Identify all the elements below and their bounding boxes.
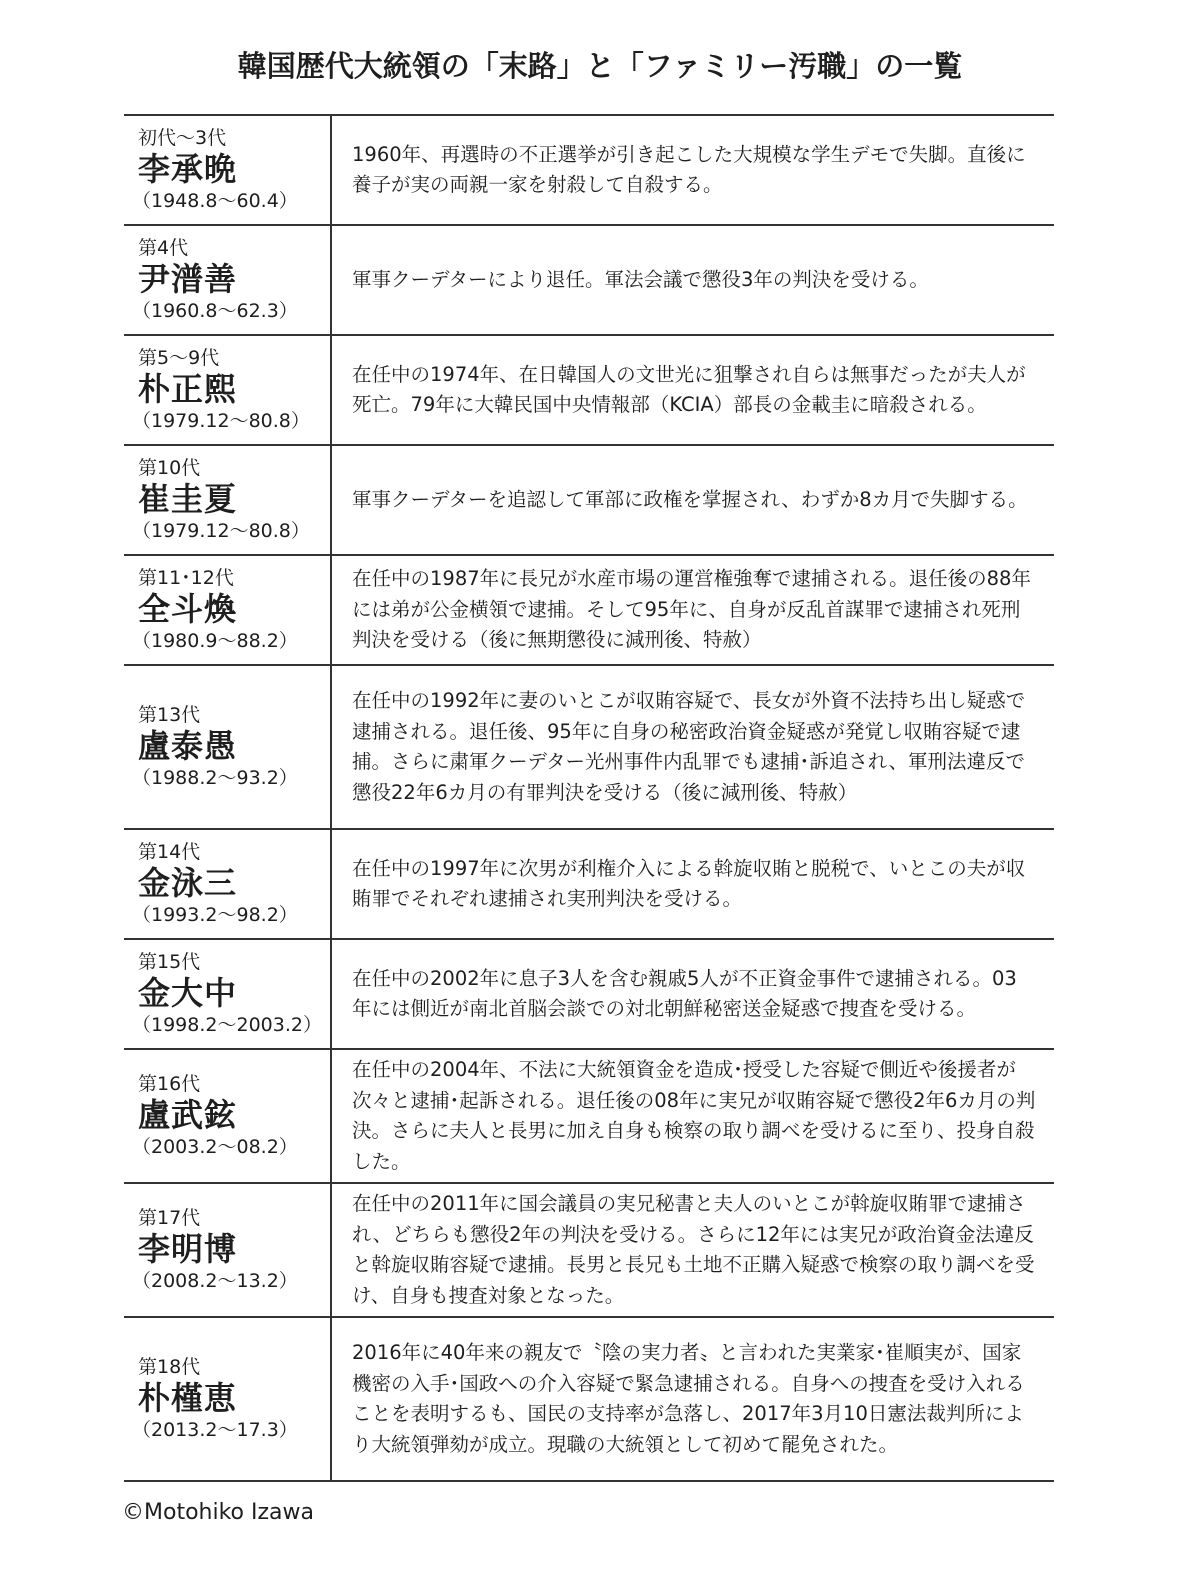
term-label: （2013.2～17.3） bbox=[132, 1419, 298, 1441]
presidents-table bbox=[124, 114, 1054, 1482]
president-name: 李明博 bbox=[138, 1230, 238, 1268]
photo-credit: ©Motohiko Izawa bbox=[122, 1500, 314, 1525]
president-cell bbox=[124, 940, 332, 1048]
president-name: 盧泰愚 bbox=[138, 727, 238, 765]
president-name: 金泳三 bbox=[138, 864, 238, 902]
term-label: （1998.2～2003.2） bbox=[132, 1014, 322, 1036]
table-row bbox=[124, 1050, 1054, 1184]
term-label: （1988.2～93.2） bbox=[132, 767, 298, 789]
president-name: 崔圭夏 bbox=[138, 480, 238, 518]
president-name: 盧武鉉 bbox=[138, 1096, 238, 1134]
generation-label: 第17代 bbox=[138, 1207, 201, 1229]
term-label: （1979.12～80.8） bbox=[132, 410, 310, 432]
description-cell bbox=[332, 446, 1054, 554]
term-label: （1948.8～60.4） bbox=[132, 190, 298, 212]
table-row bbox=[124, 1318, 1054, 1482]
description-cell bbox=[332, 940, 1054, 1048]
table-row bbox=[124, 830, 1054, 940]
description-text: 在任中の2002年に息子3人を含む親戚5人が不正資金事件で逮捕される。03年には側近が南北首脳会談での対北朝鮮秘密送金疑惑で捜査を受ける。 bbox=[352, 966, 1017, 1020]
description-text: 在任中の1987年に長兄が水産市場の運営権強奪で逮捕される。退任後の88年には弟が公金横領で逮捕。そして95年に、自身が反乱首謀罪で逮捕され死刑判決を受ける（後に無期懲役に減刑後、特赦） bbox=[352, 567, 1031, 652]
generation-label: 第13代 bbox=[138, 704, 201, 726]
description-cell bbox=[332, 116, 1054, 224]
president-name: 朴正熙 bbox=[138, 370, 238, 408]
generation-label: 第15代 bbox=[138, 951, 201, 973]
generation-label: 第18代 bbox=[138, 1356, 201, 1378]
president-cell bbox=[124, 1184, 332, 1316]
table-row bbox=[124, 116, 1054, 226]
description-text: 1960年、再選時の不正選挙が引き起こした大規模な学生デモで失脚。直後に養子が実の両親一家を射殺して自殺する。 bbox=[352, 142, 1026, 196]
generation-label: 第10代 bbox=[138, 457, 201, 479]
description-text: 軍事クーデターを追認して軍部に政権を掌握され、わずか8カ月で失脚する。 bbox=[352, 487, 1028, 511]
description-cell bbox=[332, 1318, 1054, 1480]
description-cell bbox=[332, 1184, 1054, 1316]
president-cell bbox=[124, 226, 332, 334]
president-name: 全斗煥 bbox=[138, 590, 238, 628]
term-label: （1960.8～62.3） bbox=[132, 300, 298, 322]
table-row bbox=[124, 666, 1054, 830]
president-cell bbox=[124, 446, 332, 554]
description-text: 2016年に40年来の親友で〝陰の実力者〟と言われた実業家･崔順実が、国家機密の入手･国政への介入容疑で緊急逮捕される。自身への捜査を受け入れることを表明するも、国民の支持率が急落し、2017年3月10日憲法裁判所により大統領弾劾が成立。現職の大統領として初めて罷免された。 bbox=[352, 1341, 1025, 1456]
term-label: （2008.2～13.2） bbox=[132, 1270, 298, 1292]
president-name: 朴槿恵 bbox=[138, 1379, 238, 1417]
president-name: 尹潽善 bbox=[138, 260, 238, 298]
president-name: 李承晩 bbox=[138, 150, 238, 188]
description-text: 軍事クーデターにより退任。軍法会議で懲役3年の判決を受ける。 bbox=[352, 267, 929, 291]
generation-label: 第5～9代 bbox=[138, 347, 220, 369]
description-text: 在任中の1992年に妻のいとこが収賄容疑で、長女が外資不法持ち出し疑惑で逮捕される。退任後、95年に自身の秘密政治資金疑惑が発覚し収賄容疑で逮捕。さらに粛軍クーデター光州事件内乱罪でも逮捕･訴追され、軍刑法違反で懲役22年6カ月の有罪判決を受ける（後に減刑後、特赦） bbox=[352, 689, 1026, 804]
president-cell bbox=[124, 830, 332, 938]
term-label: （1980.9～88.2） bbox=[132, 630, 298, 652]
table-row bbox=[124, 940, 1054, 1050]
description-cell bbox=[332, 666, 1054, 828]
table-row bbox=[124, 446, 1054, 556]
description-cell bbox=[332, 1050, 1054, 1182]
page-title: 韓国歴代大統領の「末路」と「ファミリー汚職」の一覧 bbox=[237, 49, 963, 83]
president-name: 金大中 bbox=[138, 974, 238, 1012]
term-label: （2003.2～08.2） bbox=[132, 1136, 298, 1158]
term-label: （1993.2～98.2） bbox=[132, 904, 298, 926]
president-cell bbox=[124, 1050, 332, 1182]
table-row bbox=[124, 226, 1054, 336]
description-cell bbox=[332, 226, 1054, 334]
generation-label: 初代～3代 bbox=[138, 127, 227, 149]
description-text: 在任中の1997年に次男が利権介入による斡旋収賄と脱税で、いとこの夫が収賄罪でそれぞれ逮捕され実刑判決を受ける。 bbox=[352, 856, 1026, 910]
president-cell bbox=[124, 336, 332, 444]
president-cell bbox=[124, 556, 332, 664]
generation-label: 第11･12代 bbox=[138, 567, 234, 589]
president-cell bbox=[124, 666, 332, 828]
table-row bbox=[124, 556, 1054, 666]
president-cell bbox=[124, 116, 332, 224]
table-row bbox=[124, 336, 1054, 446]
generation-label: 第4代 bbox=[138, 237, 189, 259]
generation-label: 第16代 bbox=[138, 1073, 201, 1095]
table-row bbox=[124, 1184, 1054, 1318]
president-cell bbox=[124, 1318, 332, 1480]
description-text: 在任中の2004年、不法に大統領資金を造成･授受した容疑で側近や後援者が次々と逮捕･起訴される。退任後の08年に実兄が収賄容疑で懲役2年6カ月の判決。さらに夫人と長男に加え自身も検察の取り調べを受けるに至り、投身自殺した。 bbox=[352, 1058, 1036, 1173]
term-label: （1979.12～80.8） bbox=[132, 520, 310, 542]
description-cell bbox=[332, 556, 1054, 664]
description-text: 在任中の1974年、在日韓国人の文世光に狙撃され自らは無事だったが夫人が死亡。79年に大韓民国中央情報部（KCIA）部長の金載圭に暗殺される。 bbox=[352, 362, 1026, 416]
description-text: 在任中の2011年に国会議員の実兄秘書と夫人のいとこが斡旋収賄罪で逮捕され、どちらも懲役2年の判決を受ける。さらに12年には実兄が政治資金法違反と斡旋収賄容疑で逮捕。長男と長兄も土地不正購入疑惑で検察の取り調べを受け、自身も捜査対象となった。 bbox=[352, 1192, 1035, 1307]
description-cell bbox=[332, 830, 1054, 938]
description-cell bbox=[332, 336, 1054, 444]
generation-label: 第14代 bbox=[138, 841, 201, 863]
